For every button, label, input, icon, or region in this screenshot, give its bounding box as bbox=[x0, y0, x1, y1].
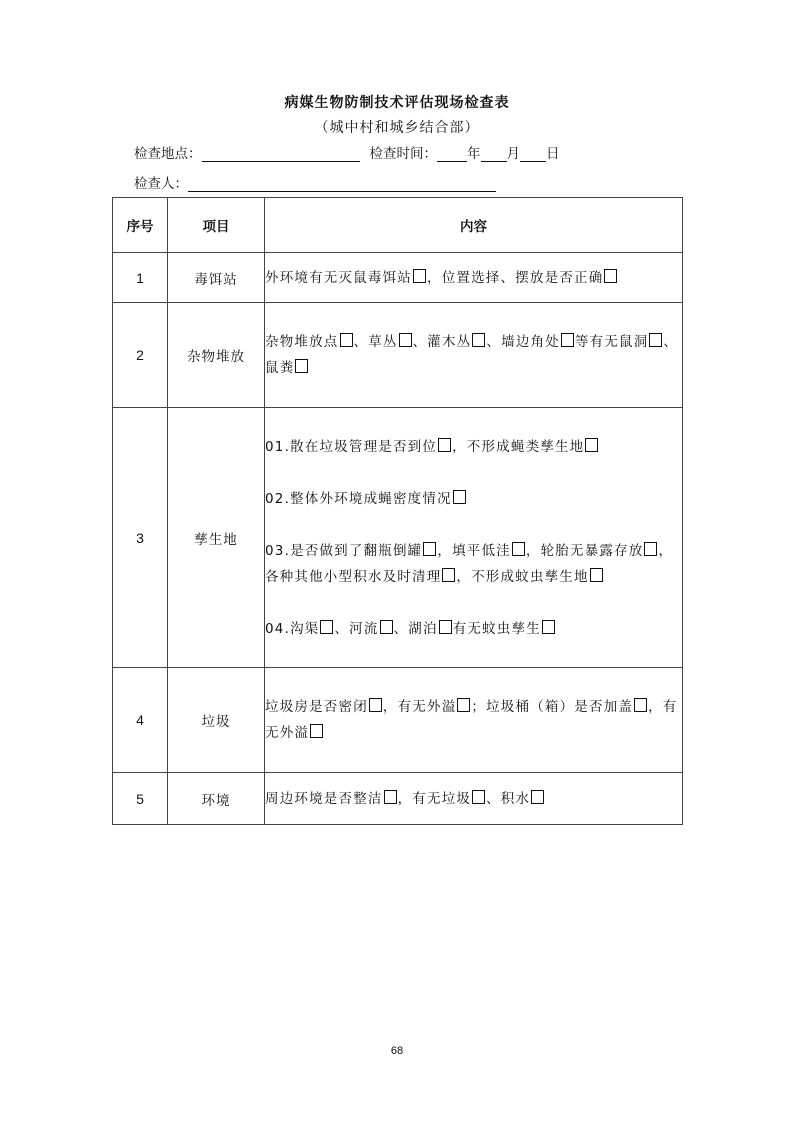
checkbox[interactable] bbox=[512, 542, 525, 556]
row-number: 1 bbox=[113, 253, 168, 303]
checkbox[interactable] bbox=[438, 438, 451, 452]
row-item: 毒饵站 bbox=[168, 253, 265, 303]
content-text: 、湖泊 bbox=[393, 620, 438, 637]
table-row bbox=[113, 773, 683, 825]
header-number: 序号 bbox=[113, 198, 168, 253]
content-paragraph bbox=[265, 616, 682, 642]
month-field[interactable] bbox=[481, 145, 507, 162]
header-item: 项目 bbox=[168, 198, 265, 253]
content-text: 01.散在垃圾管理是否到位 bbox=[265, 438, 438, 455]
checkbox[interactable] bbox=[399, 333, 412, 347]
checkbox[interactable] bbox=[320, 620, 333, 634]
content-text: ，有无垃圾 bbox=[397, 790, 472, 807]
content-text: 外环境有无灭鼠毒饵站 bbox=[265, 269, 412, 286]
content-text: ，有无外溢 bbox=[265, 699, 678, 741]
checkbox[interactable] bbox=[423, 542, 436, 556]
inspection-table bbox=[112, 197, 683, 825]
checkbox[interactable] bbox=[542, 620, 555, 634]
row-item: 孳生地 bbox=[168, 408, 265, 668]
row-item: 杂物堆放 bbox=[168, 303, 265, 408]
content-paragraph bbox=[265, 538, 682, 590]
checkbox[interactable] bbox=[472, 333, 485, 347]
table-row bbox=[113, 668, 683, 773]
content-paragraph bbox=[265, 434, 682, 460]
content-text: 03.是否做到了翻瓶倒罐 bbox=[265, 542, 423, 559]
checkbox[interactable] bbox=[585, 438, 598, 452]
inspector-field[interactable] bbox=[188, 175, 496, 192]
row-item: 垃圾 bbox=[168, 668, 265, 773]
row-content bbox=[265, 668, 683, 773]
header-row-location-time bbox=[134, 142, 560, 162]
location-field[interactable] bbox=[202, 145, 360, 162]
row-content bbox=[265, 253, 683, 303]
row-content bbox=[265, 408, 683, 668]
table-row bbox=[113, 408, 683, 668]
content-text: 、灌木丛 bbox=[412, 334, 472, 350]
checkbox[interactable] bbox=[384, 790, 397, 804]
checkbox[interactable] bbox=[369, 698, 382, 712]
content-text: ，不形成蝇类孳生地 bbox=[452, 438, 585, 455]
checkbox[interactable] bbox=[453, 490, 466, 504]
content-text: ；垃圾桶（箱）是否加盖 bbox=[471, 699, 634, 715]
content-text: 、墙边角处 bbox=[486, 334, 560, 350]
checkbox[interactable] bbox=[531, 790, 544, 804]
header-row-inspector bbox=[134, 172, 496, 192]
content-text: ，各种其他小型积水及时清理 bbox=[265, 542, 674, 585]
inspector-label: 检查人： bbox=[134, 176, 188, 192]
checkbox[interactable] bbox=[295, 359, 308, 373]
table-row bbox=[113, 253, 683, 303]
row-number: 4 bbox=[113, 668, 168, 773]
row-number: 3 bbox=[113, 408, 168, 668]
checkbox[interactable] bbox=[413, 269, 426, 283]
checkbox[interactable] bbox=[380, 620, 393, 634]
content-text: 垃圾房是否密闭 bbox=[265, 699, 368, 715]
content-text: 、河流 bbox=[334, 620, 379, 637]
content-text: 杂物堆放点 bbox=[265, 334, 339, 350]
content-text: 周边环境是否整洁 bbox=[265, 790, 383, 807]
checkbox[interactable] bbox=[340, 333, 353, 347]
page-number: 68 bbox=[390, 1045, 404, 1057]
checkbox[interactable] bbox=[604, 269, 617, 283]
row-content bbox=[265, 303, 683, 408]
content-text: ，轮胎无暴露存放 bbox=[525, 542, 644, 559]
checkbox[interactable] bbox=[590, 568, 603, 582]
content-text: 有无蚊虫孳生 bbox=[452, 620, 541, 637]
year-label: 年 bbox=[467, 146, 481, 162]
day-label: 日 bbox=[546, 146, 560, 162]
table-row bbox=[113, 303, 683, 408]
row-item: 环境 bbox=[168, 773, 265, 825]
checkbox[interactable] bbox=[457, 698, 470, 712]
checkbox[interactable] bbox=[644, 542, 657, 556]
checkbox[interactable] bbox=[634, 698, 647, 712]
content-text: 等有无鼠洞 bbox=[574, 334, 649, 350]
day-field[interactable] bbox=[520, 145, 546, 162]
row-number: 2 bbox=[113, 303, 168, 408]
content-text: ，有无外溢 bbox=[382, 699, 457, 715]
content-text: 、鼠粪 bbox=[265, 334, 679, 376]
content-text: ，填平低洼 bbox=[437, 542, 511, 559]
content-text: 04.沟渠 bbox=[265, 620, 320, 637]
form-title: 病媒生物防制技术评估现场检查表 bbox=[284, 95, 510, 111]
year-field[interactable] bbox=[437, 145, 467, 162]
checkbox[interactable] bbox=[472, 790, 485, 804]
time-label: 检查时间： bbox=[369, 146, 437, 162]
month-label: 月 bbox=[506, 146, 520, 162]
header-content: 内容 bbox=[265, 198, 683, 253]
checkbox[interactable] bbox=[439, 620, 452, 634]
table-header-row bbox=[113, 198, 683, 253]
row-content bbox=[265, 773, 683, 825]
content-paragraph bbox=[265, 486, 682, 512]
content-text: ，不形成蚊虫孳生地 bbox=[456, 568, 589, 585]
checkbox[interactable] bbox=[310, 724, 323, 738]
location-label: 检查地点： bbox=[134, 146, 202, 162]
content-text: ，位置选择、摆放是否正确 bbox=[427, 269, 604, 286]
content-text: 、草丛 bbox=[353, 334, 398, 350]
checkbox[interactable] bbox=[649, 333, 662, 347]
row-number: 5 bbox=[113, 773, 168, 825]
checkbox[interactable] bbox=[561, 333, 574, 347]
content-text: 、积水 bbox=[486, 790, 531, 807]
checkbox[interactable] bbox=[442, 568, 455, 582]
form-subtitle: （城中村和城乡结合部） bbox=[314, 120, 480, 136]
content-text: 02.整体外环境成蝇密度情况 bbox=[265, 490, 452, 507]
